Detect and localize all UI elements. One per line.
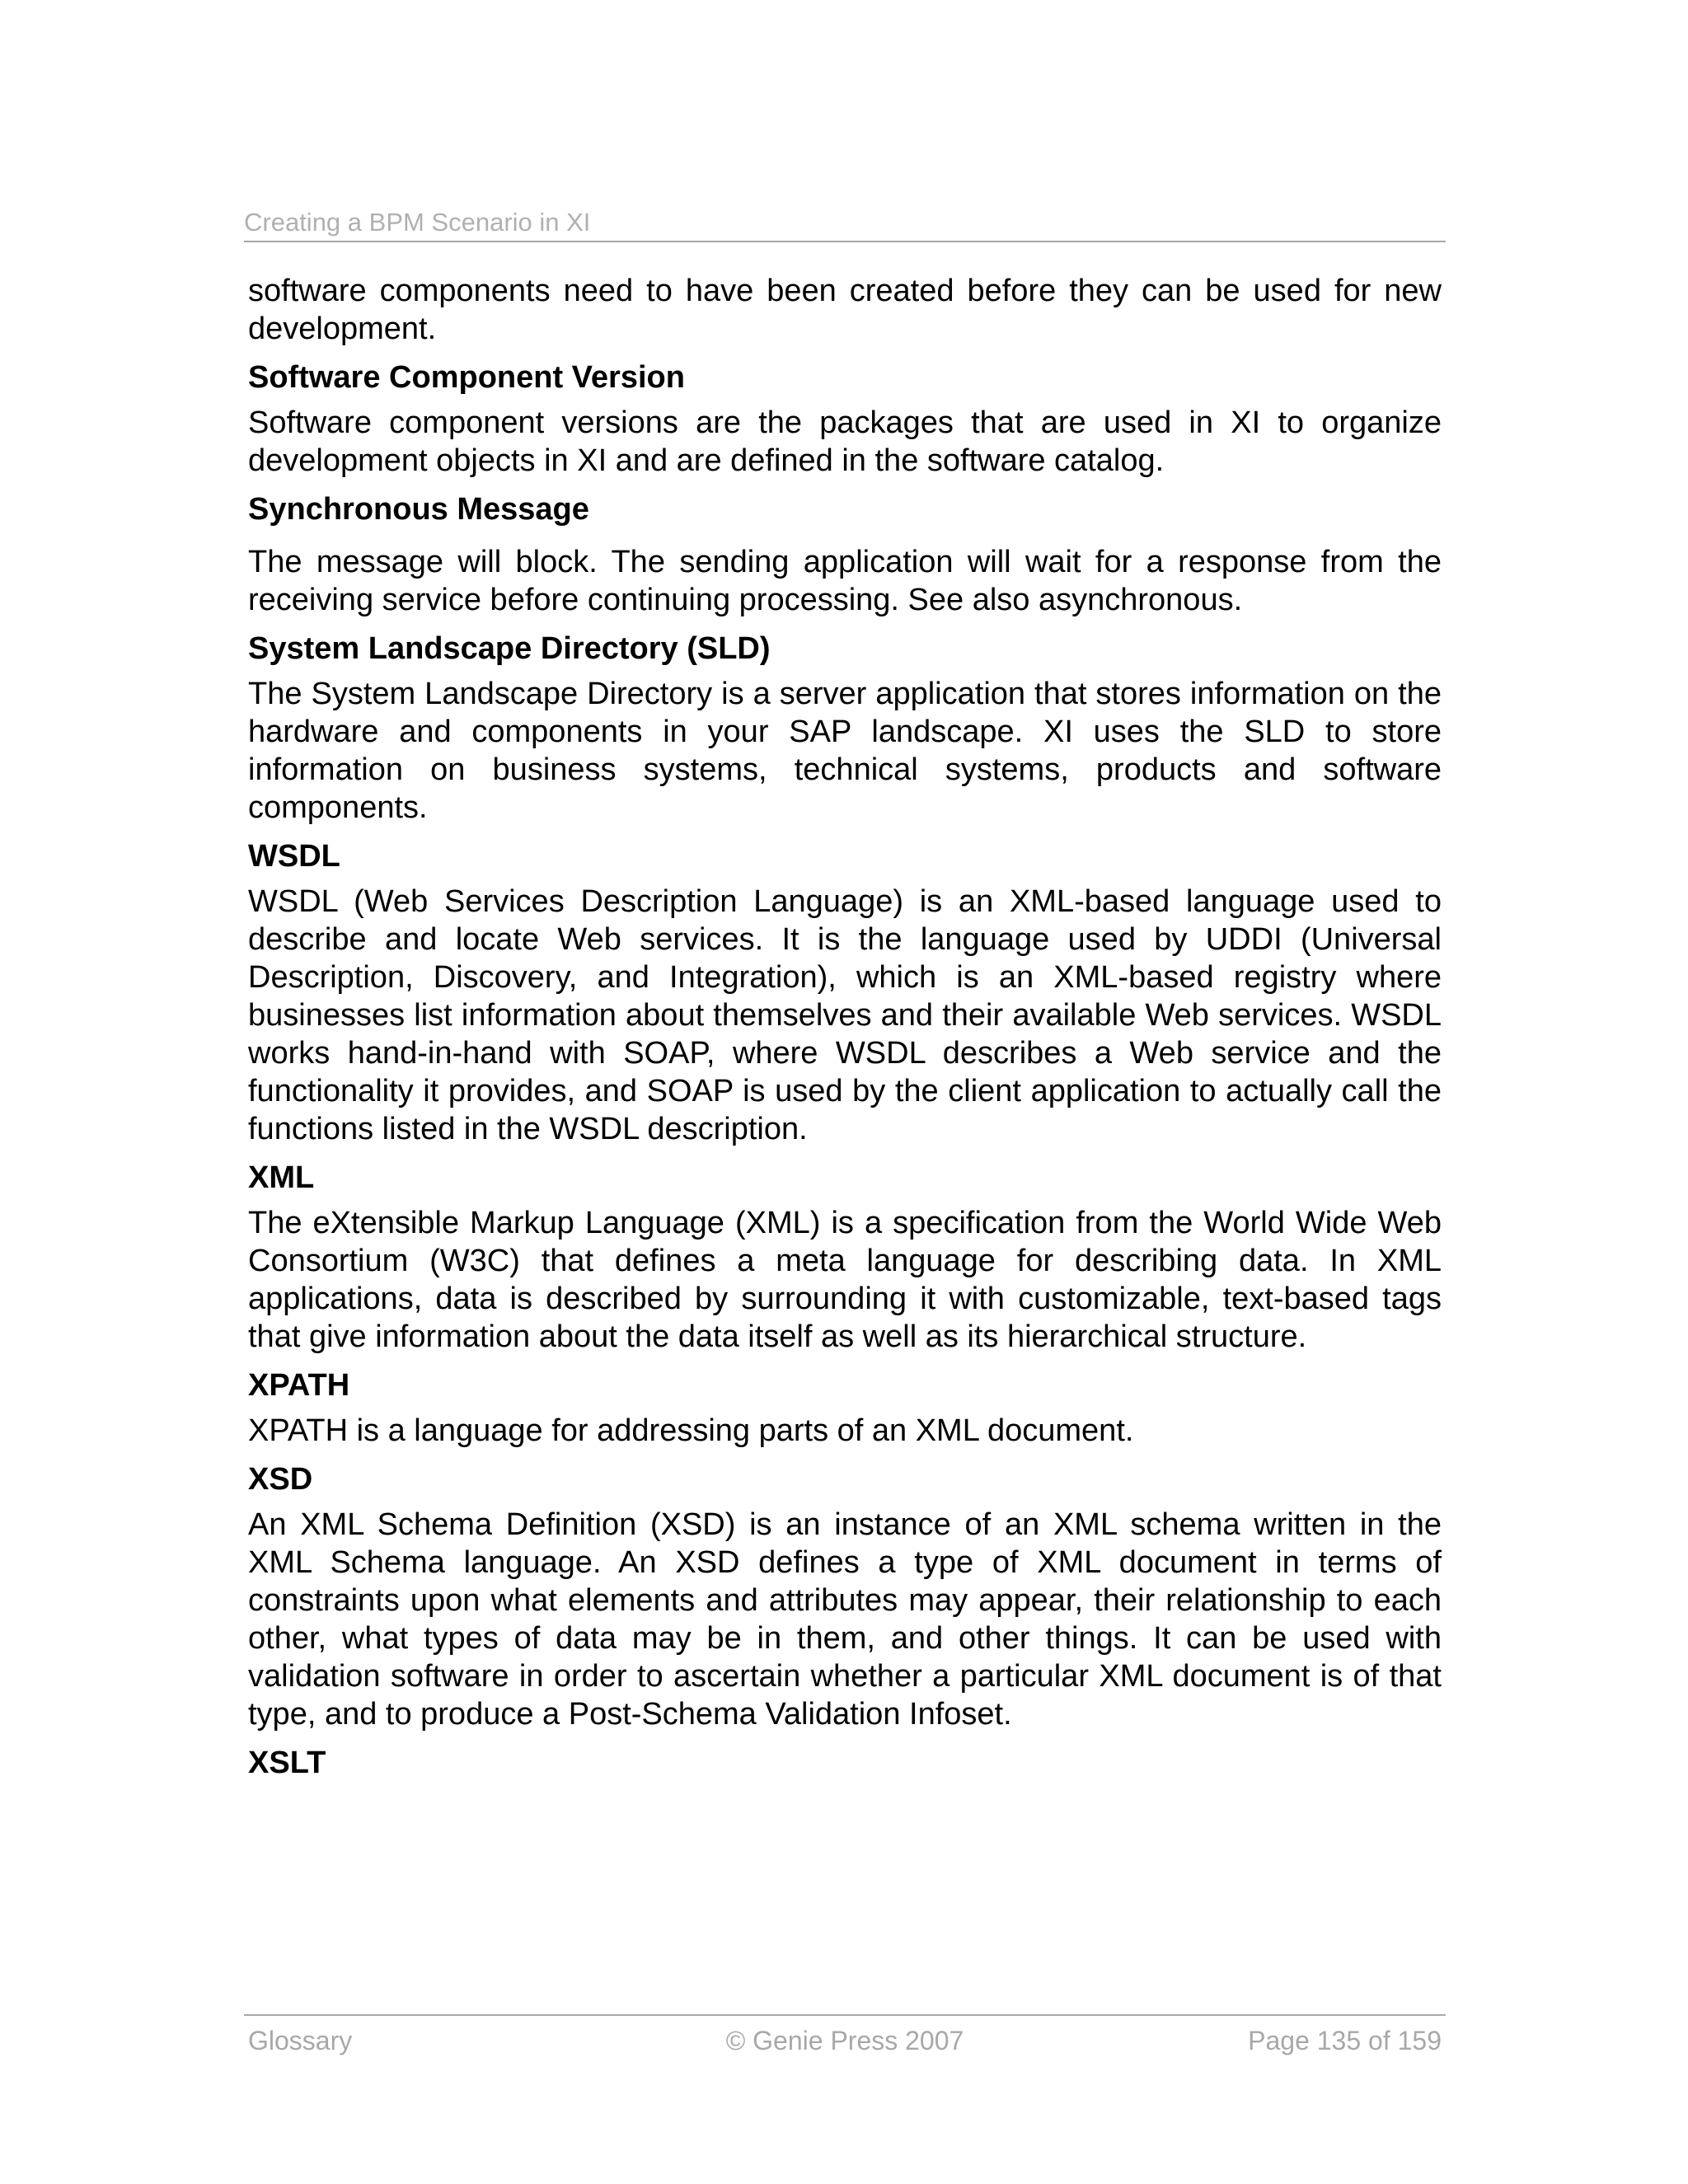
glossary-definition: XPATH is a language for addressing parts of an XML document. [248,1413,1134,1448]
header-divider [244,241,1446,242]
header-title: Creating a BPM Scenario in XI [244,208,591,237]
glossary-term: WSDL [248,839,340,874]
glossary-definition: The message will block. The sending application will wait for a response from the receiving service before continuing processing. See also asynchronous. [248,545,1442,617]
glossary-definition: WSDL (Web Services Description Language) is an XML-based language used to describe and locate Web services. It is the language used by UDDI (Universal Description, Discovery, and Integration), which is an XML-based registry where businesses list information about themselves and their available Web services. WSDL works hand-in-hand with SOAP, where WSDL describes a Web service and the functionality it provides, and SOAP is used by the client application to actually call the functions listed in the WSDL description. [248,884,1442,1146]
footer-divider [244,2014,1446,2016]
footer-page-number: Page 135 of 159 [1248,2026,1442,2055]
glossary-term: XSLT [248,1746,326,1780]
glossary-term: XPATH [248,1368,350,1403]
glossary-term: Software Component Version [248,360,685,395]
glossary-definition: The eXtensible Markup Language (XML) is a specification from the World Wide Web Consortium (W3C) that defines a meta language for describing data. In XML applications, data is described by surrounding it with customizable, text-based tags that give information about the data itself as well as its hierarchical structure. [248,1206,1442,1354]
page-header [244,206,1446,239]
glossary-term: XSD [248,1462,313,1497]
glossary-definition: Software component versions are the packages that are used in XI to organize development objects in XI and are defined in the software catalog. [248,405,1442,478]
glossary-definition: An XML Schema Definition (XSD) is an instance of an XML schema written in the XML Schema language. An XSD defines a type of XML document in terms of constraints upon what elements and attributes may appear, their relationship to each other, what types of data may be in them, and other things. It can be used with validation software in order to ascertain whether a particular XML document is of that type, and to produce a Post-Schema Validation Infoset. [248,1507,1442,1732]
footer-copyright: © Genie Press 2007 [725,2026,964,2055]
glossary-term: Synchronous Message [248,492,589,527]
intro-paragraph: software components need to have been created before they can be used for new development. [248,274,1442,346]
glossary-definition: The System Landscape Directory is a server application that stores information on the hardware and components in your SAP landscape. XI uses the SLD to store information on business systems, technical systems, products and software components. [248,677,1442,825]
footer-section-label: Glossary [248,2026,353,2055]
glossary-term: XML [248,1160,315,1195]
glossary-term: System Landscape Directory (SLD) [248,631,771,666]
glossary-content [248,272,1442,1782]
